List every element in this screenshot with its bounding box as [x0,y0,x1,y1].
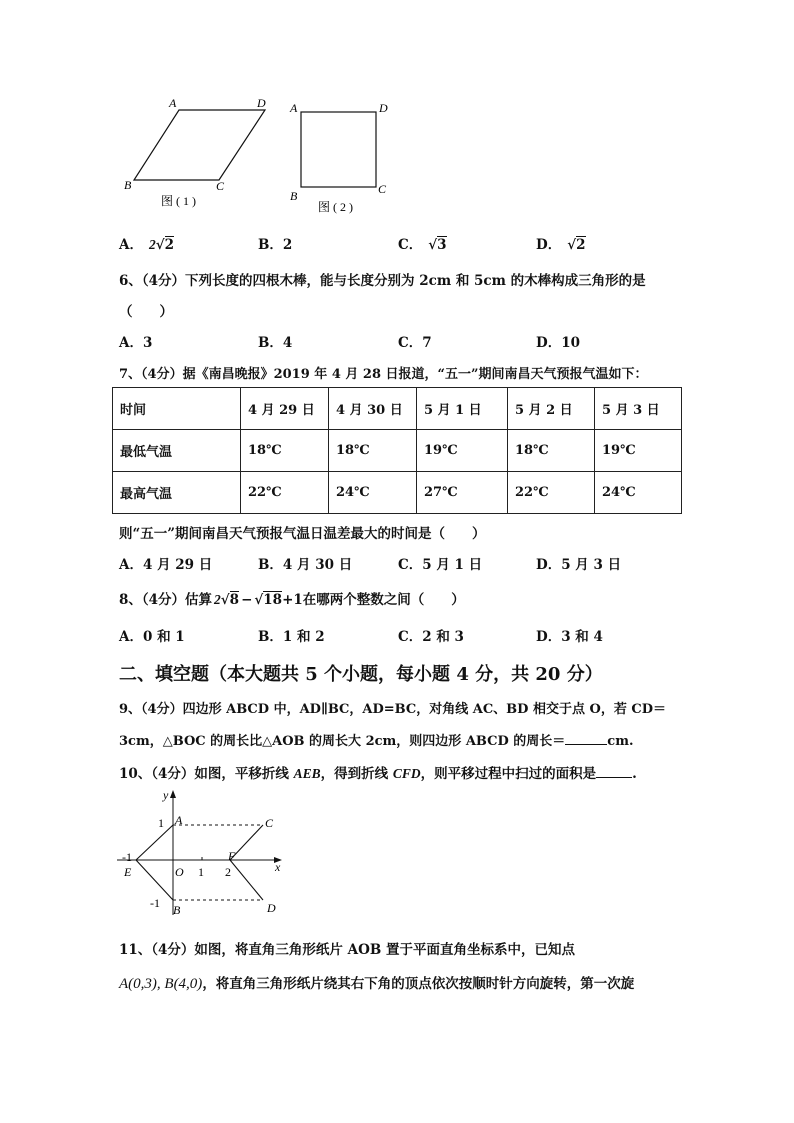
q6-option-c[interactable]: C．7 [398,335,432,351]
q7-option-a[interactable]: A．4 月 29 日 [119,557,213,573]
table-cell: 最低气温 [113,430,241,472]
label-neg-one-y: -1 [150,896,160,910]
q5-option-a[interactable]: A． 2√2 [119,237,175,253]
table-cell: 18℃ [329,430,417,472]
table-row [113,430,682,472]
table-cell: 24℃ [595,472,682,514]
rhombus-shape [134,110,265,180]
label-two-x: 2 [225,865,231,879]
temperature-table [112,387,682,514]
q9-answer-blank[interactable] [565,744,607,745]
table-cell: 19℃ [595,430,682,472]
q7-stem: 7、（4分）据《南昌晚报》2019 年 4 月 28 日报道，“五一”期间南昌天气预报气温如下： [119,367,648,382]
label-a: A [175,813,183,827]
q5-a-coef: 2 [148,237,156,252]
table-cell: 4 月 30 日 [329,388,417,430]
section-title-fill-in: 二、填空题（本大题共 5 个小题，每小题 4 分，共 20 分） [119,664,603,685]
fig1-label-b: B [124,178,132,192]
table-cell: 18℃ [241,430,329,472]
fig1-label-a: A [169,96,177,110]
fig1-label-d: D [257,96,266,110]
q7-option-c[interactable]: C．5 月 1 日 [398,557,483,573]
q5-a-sqrt: √ [155,237,165,253]
q8-option-d[interactable]: D．3 和 4 [536,629,603,645]
sqrt-symbol: √ [220,592,230,608]
table-cell: 5 月 1 日 [417,388,508,430]
label-f: F [228,849,236,863]
q6-option-b[interactable]: B．4 [258,335,293,351]
table-cell: 19℃ [417,430,508,472]
label-one-x: 1 [198,865,204,879]
label-e: E [124,865,132,879]
sqrt-symbol: √ [254,592,264,608]
label-b: B [173,903,181,917]
q5-c-sqrt: √ [428,237,438,253]
table-cell: 24℃ [329,472,417,514]
q5-option-c[interactable]: C． √3 [398,237,447,253]
table-cell: 5 月 2 日 [508,388,595,430]
figure-rhombus-square [115,92,415,217]
fig1-caption: 图 ( 1 ) [161,194,196,208]
q7-option-d[interactable]: D．5 月 3 日 [536,557,622,573]
label-neg-one-x: -1 [122,850,132,864]
polyline-aeb [136,825,173,900]
q8-option-b[interactable]: B．1 和 2 [258,629,325,645]
q5-d-sqrt: √ [567,237,577,253]
q5-option-b[interactable]: B．2 [258,237,293,253]
fig1-label-c: C [216,179,225,193]
fig2-label-c: C [378,182,387,196]
q7-option-b[interactable]: B．4 月 30 日 [258,557,353,573]
fig2-label-d: D [379,101,388,115]
square-shape [301,112,376,187]
table-cell: 5 月 3 日 [595,388,682,430]
table-cell: 最高气温 [113,472,241,514]
q6-paren: （ ） [119,304,173,320]
table-cell: 4 月 29 日 [241,388,329,430]
q9-line1: 9、（4分）四边形 ABCD 中，AD∥BC，AD=BC，对角线 AC、BD 相交于点 O，若 CD＝ [119,702,666,717]
q10-answer-blank[interactable] [596,777,632,778]
label-x: x [275,860,281,874]
table-header-row [113,388,682,430]
table-cell: 27℃ [417,472,508,514]
q8-stem: 8、（4分）估算 2√8 − √18+1在哪两个整数之间（ ） [119,592,465,608]
fig2-caption: 图 ( 2 ) [318,200,353,214]
label-one-y: 1 [158,816,164,830]
table-cell: 时间 [113,388,241,430]
q11-coords: A(0,3), B(4,0) [119,976,203,992]
q11-line2: A(0,3), B(4,0)，将直角三角形纸片绕其右下角的顶点依次按顺时针方向旋转，第一次旋 [119,976,635,992]
q11-line1: 11、（4分）如图，将直角三角形纸片 AOB 置于平面直角坐标系中，已知点 [119,942,575,958]
label-d: D [267,901,276,915]
table-row [113,472,682,514]
q7-question: 则“五一”期间南昌天气预报气温日温差最大的时间是（ ） [119,526,486,542]
q10-stem: 10、（4分）如图，平移折线 AEB，得到折线 CFD，则平移过程中扫过的面积是 . [119,766,637,782]
q9-line2: 3cm，△BOC 的周长比△AOB 的周长大 2cm，则四边形 ABCD 的周长＝ cm. [119,734,634,749]
label-y: y [163,788,169,802]
q5-option-d[interactable]: D． √2 [536,237,586,253]
table-cell: 18℃ [508,430,595,472]
figure-translation [112,785,292,920]
fig2-label-a: A [290,101,298,115]
q6-option-d[interactable]: D．10 [536,335,580,351]
q6-option-a[interactable]: A．3 [119,335,153,351]
fig2-label-b: B [290,189,298,203]
label-c: C [265,816,274,830]
q8-option-c[interactable]: C．2 和 3 [398,629,464,645]
label-o: O [175,865,184,879]
q6-stem: 6、（4分）下列长度的四根木棒，能与长度分别为 2cm 和 5cm 的木棒构成三角形的是 [119,273,646,289]
y-axis-arrow [170,790,176,798]
table-cell: 22℃ [241,472,329,514]
table-cell: 22℃ [508,472,595,514]
q8-option-a[interactable]: A．0 和 1 [119,629,185,645]
